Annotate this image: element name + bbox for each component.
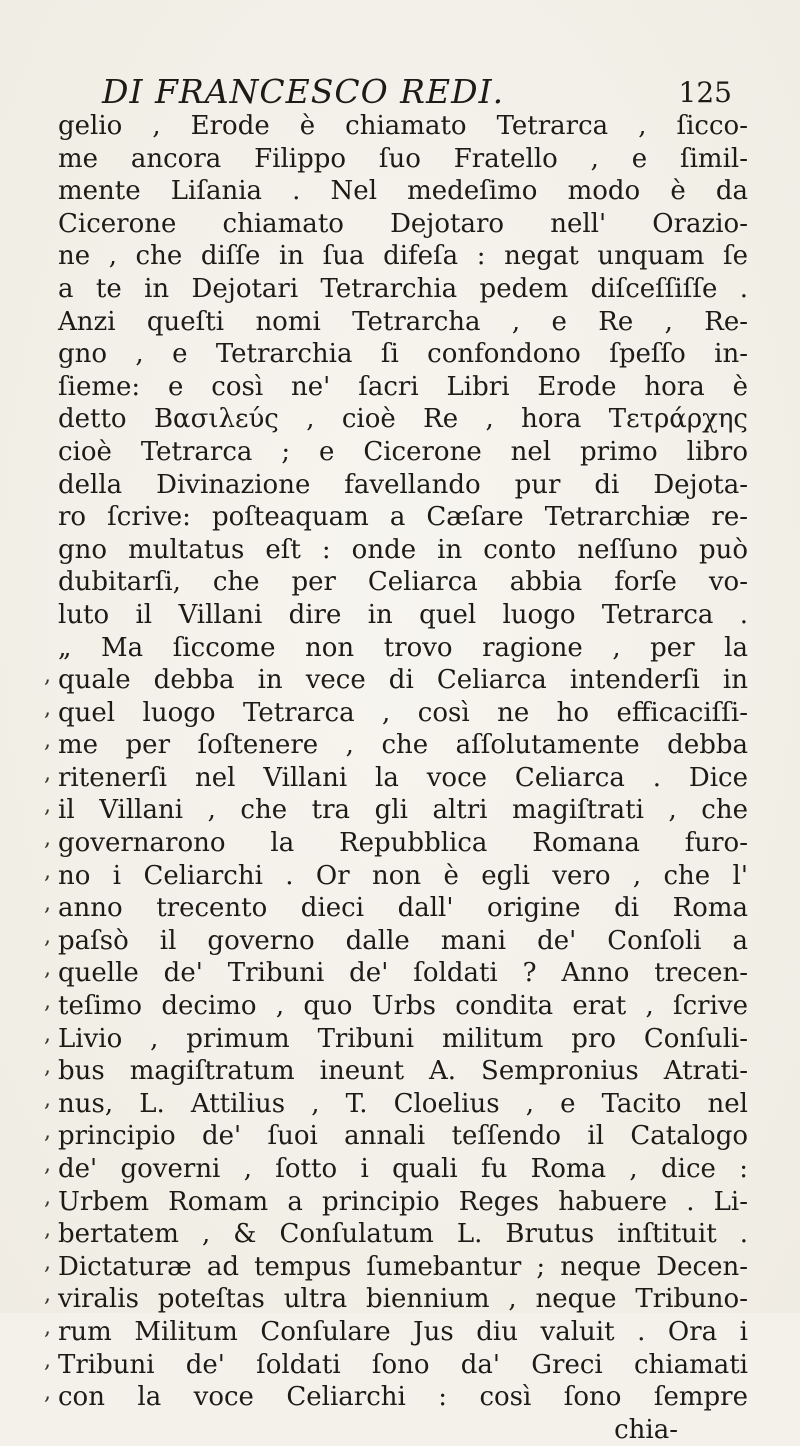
text-line: „ Ma ſiccome non trovo ragione , per la bbox=[58, 632, 748, 663]
text-line: , no i Celiarchi . Or non è egli vero , che l' bbox=[58, 860, 748, 893]
text-line: , ritenerſi nel Villani la voce Celiarca . Dice bbox=[58, 762, 748, 795]
body-text bbox=[58, 110, 748, 1446]
text-line: , Livio , primum Tribuni militum pro Conſuli- bbox=[58, 1023, 748, 1056]
text-line: , bus magiſtratum ineunt A. Sempronius Atrati- bbox=[58, 1055, 748, 1088]
text-line: , quel luogo Tetrarca , così ne ho efficaciſſi- bbox=[58, 697, 748, 730]
running-head bbox=[56, 72, 746, 112]
text-line: ro ſcrive: poſteaquam a Cæſare Tetrarchiæ re- bbox=[58, 502, 748, 533]
text-line: , principio de' ſuoi annali teſſendo il Catalogo bbox=[58, 1120, 748, 1153]
text-line: gelio , Erode è chiamato Tetrarca , ſicco- bbox=[58, 111, 748, 141]
text-line: , teſimo decimo , quo Urbs condita erat , ſcrive bbox=[58, 990, 748, 1023]
text-line: Anzi queſti nomi Tetrarcha , e Re , Re- bbox=[58, 306, 748, 337]
text-line: , me per ſoſtenere , che aſſolutamente debba bbox=[58, 729, 748, 762]
text-line: della Divinazione favellando pur di Dejota- bbox=[58, 469, 748, 500]
text-line: , quale debba in vece di Celiarca intenderſi in bbox=[58, 664, 748, 697]
text-line: Cicerone chiamato Dejotaro nell' Orazio- bbox=[58, 208, 748, 239]
running-title: DI FRANCESCO REDI. bbox=[102, 72, 505, 111]
text-line: detto Βασιλεύς , cioè Re , hora Τετράρχης bbox=[58, 404, 748, 435]
text-line: , paſsò il governo dalle mani de' Conſoli a bbox=[58, 925, 748, 958]
text-line: , quelle de' Tribuni de' ſoldati ? Anno trecen- bbox=[58, 957, 748, 990]
text-line: dubitarſi, che per Celiarca abbia forſe vo- bbox=[58, 567, 748, 598]
text-line: , anno trecento dieci dall' origine di Roma bbox=[58, 892, 748, 925]
text-line: , con la voce Celiarchi : così ſono ſempre bbox=[58, 1381, 748, 1414]
text-line: , governarono la Repubblica Romana furo- bbox=[58, 827, 748, 860]
text-line: , nus, L. Attilius , T. Cloelius , e Tacito nel bbox=[58, 1088, 748, 1121]
text-line: ſieme: e così ne' ſacri Libri Erode hora è bbox=[58, 371, 748, 402]
text-line: , bertatem , & Conſulatum L. Brutus inſtituit . bbox=[58, 1218, 748, 1251]
text-line: , il Villani , che tra gli altri magiſtrati , che bbox=[58, 794, 748, 827]
text-line: , viralis poteſtas ultra biennium , neque Tribuno- bbox=[58, 1283, 748, 1316]
text-line: me ancora Filippo ſuo Fratello , e ſimil- bbox=[58, 143, 748, 174]
text-line: cioè Tetrarca ; e Cicerone nel primo libro bbox=[58, 436, 748, 467]
text-line: , rum Militum Conſulare Jus diu valuit . Ora i bbox=[58, 1316, 748, 1349]
text-line: gno multatus eſt : onde in conto neſſuno può bbox=[58, 534, 748, 565]
text-line: , Tribuni de' ſoldati ſono da' Greci chiamati bbox=[58, 1349, 748, 1382]
text-line: a te in Dejotari Tetrarchia pedem diſceſſiſſe . bbox=[58, 273, 748, 304]
text-line: , Dictaturæ ad tempus ſumebantur ; neque Decen- bbox=[58, 1251, 748, 1284]
text-line: luto il Villani dire in quel luogo Tetrarca . bbox=[58, 599, 748, 630]
text-line: ne , che diſſe in ſua difeſa : negat unquam ſe bbox=[58, 241, 748, 272]
text-line: , Urbem Romam a principio Reges habuere . Li- bbox=[58, 1186, 748, 1219]
catchword: chia- bbox=[614, 1414, 678, 1445]
page-number: 125 bbox=[678, 76, 732, 109]
text-line: , de' governi , ſotto i quali fu Roma , dice : bbox=[58, 1153, 748, 1186]
text-line: mente Liſania . Nel medeſimo modo è da bbox=[58, 176, 748, 207]
text-line: gno , e Tetrarchia ſi confondono ſpeſſo in- bbox=[58, 339, 748, 370]
